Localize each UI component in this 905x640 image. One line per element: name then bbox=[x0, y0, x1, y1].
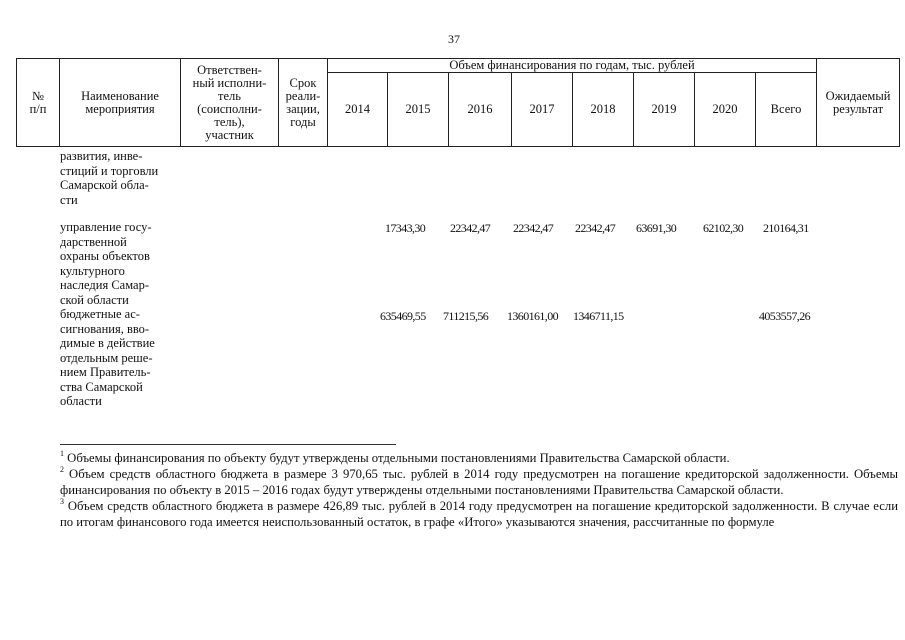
row-name: бюджетные ас- сигнования, вво- димые в действие отдельным реше- нием Правитель- ства Самарской области bbox=[60, 307, 155, 408]
col-num-header: № п/п bbox=[17, 59, 60, 147]
col-name-header: Наименование мероприятия bbox=[60, 59, 181, 147]
year-header: 2014 bbox=[328, 73, 388, 147]
footnote-separator bbox=[60, 444, 396, 445]
financing-header: Объем финансирования по годам, тыс. рублей bbox=[328, 59, 817, 73]
value-2018: 22342,47 bbox=[575, 221, 616, 235]
total-header: Всего bbox=[756, 73, 817, 147]
footnote: $^1$ Объемы финансирования по объекту будут утверждены отдельными постановлениями Правительства Самарской области. bbox=[60, 449, 730, 465]
year-header: 2016 bbox=[449, 73, 512, 147]
value-2017: 22342,47 bbox=[513, 221, 554, 235]
year-header: 2019 bbox=[634, 73, 695, 147]
col-term-header: Срок реали- зации, годы bbox=[279, 59, 328, 147]
col-executor-header: Ответствен- ный исполни- тель (соисполни- тель), участник bbox=[181, 59, 279, 147]
page-number: 37 bbox=[448, 32, 460, 46]
year-header: 2015 bbox=[388, 73, 449, 147]
col-result-header: Ожидаемый результат bbox=[817, 59, 900, 147]
year-header: 2018 bbox=[573, 73, 634, 147]
value-total: 210164,31 bbox=[763, 221, 809, 235]
value-total: 4053557,26 bbox=[759, 309, 811, 323]
row-name: развития, инве- стиций и торговли Самарской обла- сти bbox=[60, 149, 159, 207]
footnote: $^2$ Объем средств областного бюджета в размере 3 970,65 тыс. рублей в 2014 году предусмотрен на погашение кредиторской задолженности. Объемы финансирования по объекту в 2015 – 2016 годах будут утверждены отдельными постановлениями Правительства Самарской области. bbox=[60, 465, 898, 497]
value-2015: 635469,55 bbox=[380, 309, 426, 323]
year-header: 2017 bbox=[512, 73, 573, 147]
year-header: 2020 bbox=[695, 73, 756, 147]
footnotes bbox=[60, 450, 898, 530]
row-name: управление госу- дарственной охраны объектов культурного наследия Самар- ской области bbox=[60, 220, 152, 307]
value-2016: 22342,47 bbox=[450, 221, 491, 235]
value-2020: 62102,30 bbox=[703, 221, 744, 235]
value-2016: 711215,56 bbox=[443, 309, 489, 323]
value-2015: 17343,30 bbox=[385, 221, 426, 235]
footnote: $^3$ Объем средств областного бюджета в размере 426,89 тыс. рублей в 2014 году предусмотрен на погашение кредиторской задолженности. В случае если по итогам финансового года имеется неиспользованный остаток, в графе «Итого» указываются значения, рассчитанные по формуле bbox=[60, 497, 899, 529]
value-2017: 1360161,00 bbox=[507, 309, 559, 323]
value-2018: 1346711,15 bbox=[573, 309, 624, 323]
value-2019: 63691,30 bbox=[636, 221, 677, 235]
